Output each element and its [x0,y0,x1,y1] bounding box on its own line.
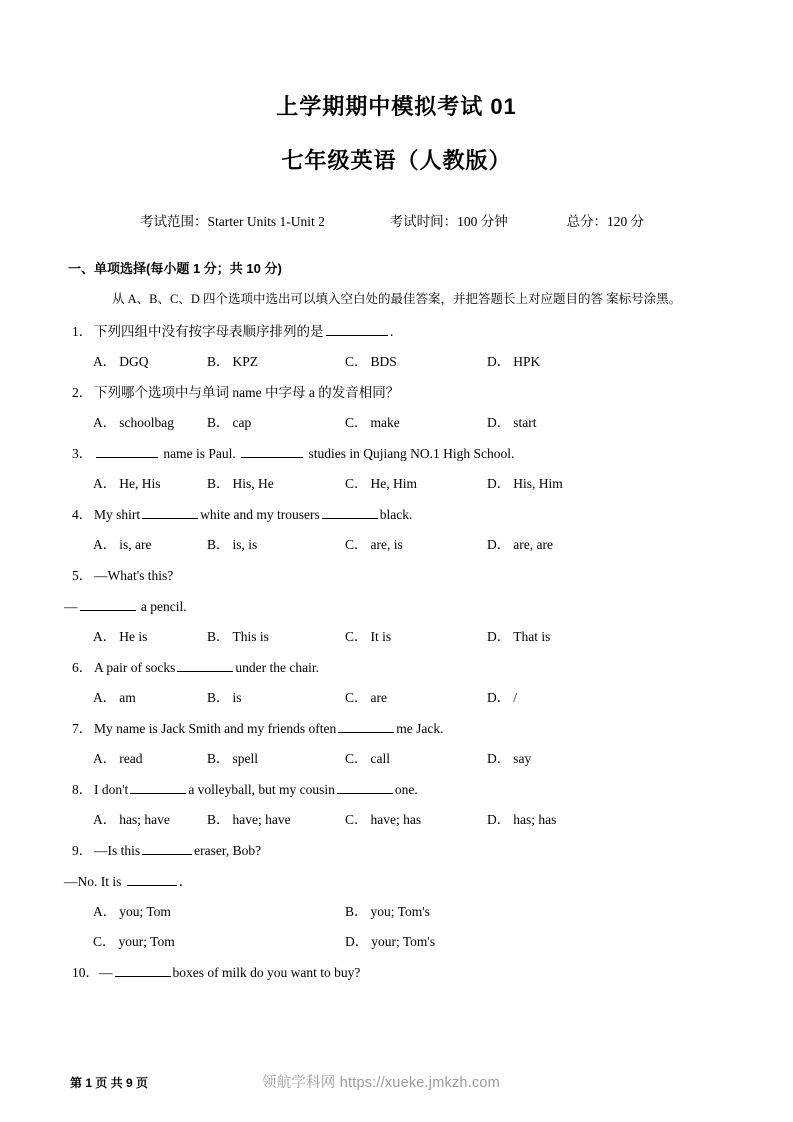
question-item [0,780,793,829]
option-letter: D． [487,629,511,644]
option-text: He is [119,629,148,644]
option-letter: C． [345,690,368,705]
exam-meta-line [0,212,793,232]
option-text: It is [370,629,392,644]
option-letter: C． [345,629,368,644]
option-text: That is [513,629,551,644]
question-number: 2． [72,385,93,400]
option-letter: B． [207,751,230,766]
option-b[interactable] [207,352,258,371]
option-letter: D． [487,415,511,430]
question-number: 9． [72,843,93,858]
question-stem [0,444,793,463]
option-c[interactable] [345,352,397,371]
exam-total-label: 总分： [566,214,607,229]
question-stem [0,719,793,738]
option-letter: B． [207,629,230,644]
option-a[interactable] [93,749,142,768]
option-letter: C． [93,934,116,949]
answer-blank [115,963,171,977]
option-letter: B． [207,354,230,369]
exam-scope-value: Starter Units 1-Unit 2 [207,214,325,229]
option-letter: D． [345,934,369,949]
question-item [0,322,793,371]
option-c[interactable] [345,688,387,707]
option-text: make [370,415,400,430]
stem-text: a pencil. [137,599,187,614]
option-text: has; has [513,812,557,827]
option-text: say [513,751,532,766]
answer-blank [326,322,388,336]
answer-blank [177,658,233,672]
exam-scope-label: 考试范围： [140,214,208,229]
exam-time-label: 考试时间： [389,214,458,229]
option-a[interactable] [93,627,147,646]
option-row [0,413,793,432]
option-b[interactable] [207,413,251,432]
option-b[interactable] [207,810,291,829]
stem-text: My name is Jack Smith and my friends often [94,721,337,736]
option-d[interactable] [487,474,563,493]
stem-text: — [99,965,113,980]
question-stem [0,963,793,982]
option-row [0,352,793,371]
option-b[interactable] [207,749,258,768]
option-d[interactable] [487,627,550,646]
exam-scope [140,212,325,232]
stem-text: a volleyball, but my cousin [188,782,335,797]
option-text: start [513,415,537,430]
option-letter: A． [93,629,117,644]
option-letter: A． [93,751,117,766]
option-row [0,535,793,554]
question-number: 8． [72,782,93,797]
option-text: His, He [232,476,274,491]
option-row [0,810,793,829]
stem-text: My shirt [94,507,141,522]
option-a[interactable] [93,474,161,493]
stem-text: I don't [94,782,129,797]
option-text: is, is [232,537,258,552]
option-c[interactable] [93,932,175,951]
stem-text: —No. It is [64,874,125,889]
question-item [0,719,793,768]
option-d[interactable] [487,352,540,371]
option-letter: D． [487,354,511,369]
question-number: 7． [72,721,93,736]
stem-text: boxes of milk do you want to buy? [172,965,361,980]
question-item [0,566,793,646]
question-stem [0,322,793,341]
option-text: HPK [513,354,541,369]
question-number: 6． [72,660,93,675]
answer-blank [337,780,393,794]
question-item [0,505,793,554]
watermark: 领航学科网 https://xueke.jmkzh.com [262,1075,500,1091]
stem-text: one. [394,782,418,797]
page-subtitle: 七年级英语（人教版） [281,148,512,173]
answer-blank [130,780,186,794]
option-a[interactable] [93,535,151,554]
option-letter: C． [345,354,368,369]
stem-text: —Is this [94,843,141,858]
option-text: are, is [370,537,403,552]
option-text: am [119,690,136,705]
stem-text: — [64,599,78,614]
option-text: read [119,751,143,766]
option-d[interactable] [345,932,435,951]
option-text: has; have [119,812,170,827]
stem-text: name is Paul. [160,446,240,461]
section-instruction: 从 A、B、C、D 四个选项中选出可以填入空白处的最佳答案，并把答题长上对应题目的答 案标号涂黑。 [112,292,682,306]
option-letter: B． [207,476,230,491]
option-letter: D． [487,537,511,552]
stem-text: 下列四组中没有按字母表顺序排列的是 [94,324,324,339]
option-letter: C． [345,415,368,430]
option-text: He, His [119,476,161,491]
option-letter: B． [207,537,230,552]
answer-blank [80,597,136,611]
exam-total [567,212,645,232]
option-letter: A． [93,476,117,491]
section-heading: 一、单项选择(每小题 1 分；共 10 分) [68,261,282,276]
option-d[interactable] [487,749,531,768]
option-row [0,688,793,707]
option-letter: D． [487,812,511,827]
option-c[interactable] [345,627,391,646]
question-number: 5． [72,568,93,583]
question-stem [0,383,793,402]
option-row [0,474,793,493]
question-stem [0,658,793,677]
answer-blank [142,505,198,519]
question-item [0,383,793,432]
option-text: His, Him [513,476,563,491]
option-b[interactable] [207,535,257,554]
answer-blank [127,872,177,886]
answer-blank [241,444,303,458]
question-continuation [0,872,793,891]
question-number: 3． [72,446,93,461]
option-row [0,749,793,768]
stem-text: black. [379,507,413,522]
question-item [0,658,793,707]
stem-text: A pair of socks [94,660,176,675]
option-b[interactable] [207,688,242,707]
exam-total-value: 120 分 [607,214,645,229]
option-b[interactable] [207,627,269,646]
question-number: 10． [72,965,99,980]
answer-blank [142,841,192,855]
option-text: / [513,690,518,705]
option-c[interactable] [345,535,403,554]
option-letter: A． [93,904,117,919]
option-letter: A． [93,415,117,430]
option-text: are, are [513,537,553,552]
question-stem [0,841,793,860]
option-letter: A． [93,690,117,705]
option-row [0,902,793,921]
option-d[interactable] [487,810,556,829]
option-text: you; Tom [119,904,171,919]
stem-text: me Jack. [396,721,444,736]
option-letter: B． [207,812,230,827]
option-text: BDS [370,354,397,369]
stem-text: ． [178,874,193,889]
question-continuation [0,597,793,616]
option-text: your; Tom [118,934,175,949]
question-stem [0,566,793,585]
option-c[interactable] [345,413,400,432]
option-c[interactable] [345,474,417,493]
option-a[interactable] [93,810,170,829]
answer-blank [96,444,158,458]
option-letter: C． [345,537,368,552]
option-letter: D． [487,751,511,766]
option-text: spell [232,751,259,766]
option-text: KPZ [232,354,259,369]
question-list [0,322,793,982]
option-row [0,627,793,646]
option-c[interactable] [345,749,390,768]
option-d[interactable] [487,688,517,707]
option-text: is, are [119,537,152,552]
option-letter: D． [487,476,511,491]
option-a[interactable] [93,688,136,707]
option-text: This is [232,629,269,644]
answer-blank [322,505,378,519]
question-item [0,963,793,982]
question-item [0,444,793,493]
option-text: have; have [232,812,291,827]
option-text: cap [232,415,252,430]
option-letter: C． [345,751,368,766]
option-letter: A． [93,812,117,827]
option-c[interactable] [345,810,421,829]
stem-text: ． [389,324,403,339]
question-stem [0,505,793,524]
question-item [0,841,793,951]
stem-text: eraser, Bob? [194,843,262,858]
page-indicator: 第 1 页 共 9 页 [70,1076,149,1090]
option-letter: B． [207,415,230,430]
question-stem [0,780,793,799]
question-number: 1． [72,324,93,339]
option-a[interactable] [93,902,171,921]
title-block [0,0,793,176]
option-letter: B． [345,904,368,919]
option-text: DGQ [119,354,149,369]
stem-text: 下列哪个选项中与单词 name 中字母 a 的发音相同？ [94,385,400,400]
option-b[interactable] [345,902,430,921]
page-footer [0,1074,793,1100]
exam-time [390,212,508,232]
stem-text: white and my trousers [200,507,320,522]
option-text: is [232,690,242,705]
option-letter: D． [487,690,511,705]
option-text: are [370,690,387,705]
option-letter: A． [93,537,117,552]
option-text: have; has [370,812,422,827]
answer-blank [338,719,394,733]
option-letter: C． [345,476,368,491]
option-b[interactable] [207,474,274,493]
exam-time-value: 100 分钟 [457,214,508,229]
option-letter: C． [345,812,368,827]
option-row [0,932,793,951]
question-number: 4． [72,507,93,522]
stem-text: studies in Qujiang NO.1 High School. [305,446,515,461]
stem-text: —What's this? [94,568,174,583]
option-a[interactable] [93,413,174,432]
option-text: you; Tom's [370,904,430,919]
option-d[interactable] [487,535,553,554]
option-a[interactable] [93,352,149,371]
page-title: 上学期期中模拟考试 01 [276,94,517,119]
option-text: schoolbag [119,415,174,430]
option-text: He, Him [370,476,418,491]
option-letter: B． [207,690,230,705]
option-text: your; Tom's [371,934,436,949]
option-d[interactable] [487,413,537,432]
option-text: call [370,751,391,766]
option-letter: A． [93,354,117,369]
stem-text: under the chair. [235,660,319,675]
